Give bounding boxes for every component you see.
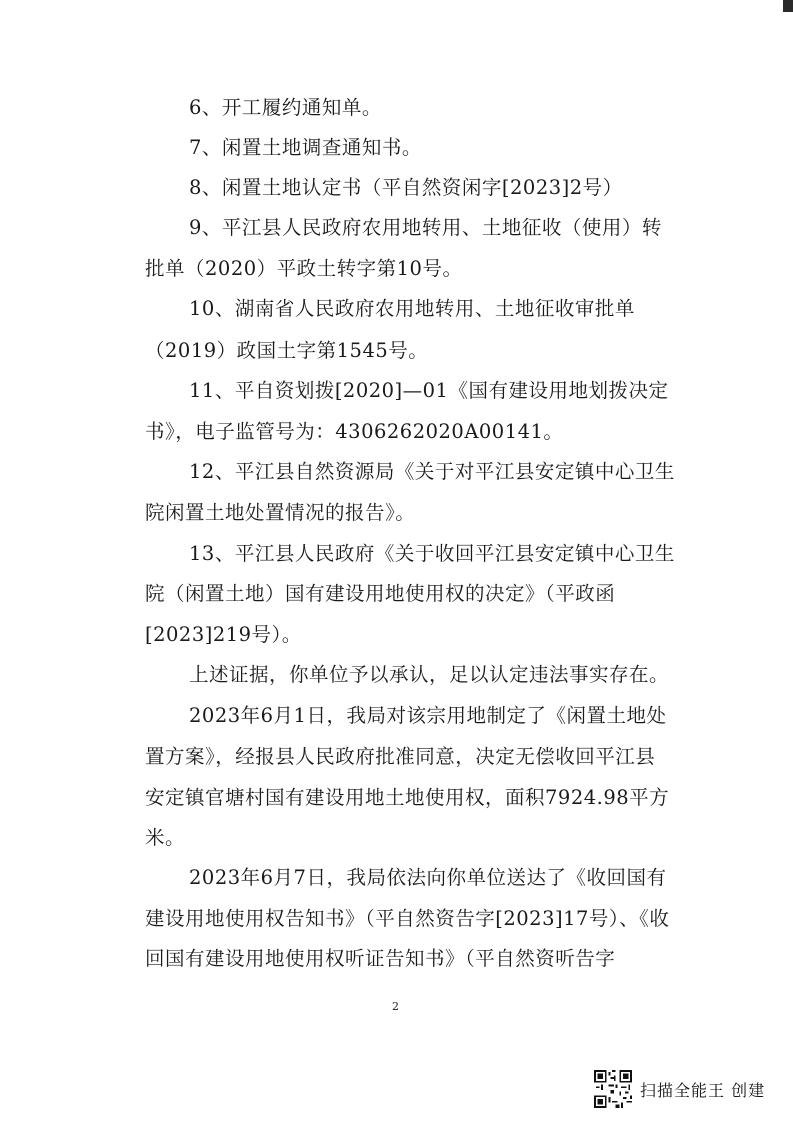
paragraph-june7-line3: 回国有建设用地使用权听证告知书》（平自然资听告字 — [145, 947, 616, 970]
paragraph-evidence: 上述证据，你单位予以承认，足以认定违法事实存在。 — [189, 663, 670, 686]
paragraph-june1-line3: 安定镇官塘村国有建设用地土地使用权，面积7924.98平方 — [145, 786, 670, 809]
list-item-8: 8、闲置土地认定书（平自然资闲字[2023]2号） — [189, 176, 623, 199]
watermark-text: 扫描全能王 创建 — [640, 1080, 766, 1100]
page-number: 2 — [392, 1000, 399, 1013]
paragraph-june1-line4: 米。 — [145, 826, 186, 849]
list-item-9-line2: 批单（2020）平政土转字第10号。 — [145, 257, 463, 280]
list-item-12-line2: 院闲置土地处置情况的报告》。 — [145, 501, 416, 524]
list-item-13-line2: 院（闲置土地）国有建设用地使用权的决定》（平政函 — [145, 582, 616, 605]
paragraph-june7-line2: 建设用地使用权告知书》（平自然资告字[2023]17号）、《收 — [145, 907, 670, 930]
list-item-11-line2: 书》，电子监管号为：4306262020A00141。 — [145, 420, 564, 443]
scan-corner-mark — [783, 0, 793, 12]
list-item-10-line1: 10、湖南省人民政府农用地转用、土地征收审批单 — [189, 297, 635, 320]
list-item-7: 7、闲置土地调查通知书。 — [189, 136, 422, 159]
list-item-6: 6、开工履约通知单。 — [189, 96, 382, 119]
qr-code-icon — [594, 1070, 632, 1108]
paragraph-june7-line1: 2023年6月7日，我局依法向你单位送达了《收回国有 — [189, 866, 667, 889]
paragraph-june1-line2: 置方案》，经报县人民政府批准同意，决定无偿收回平江县 — [145, 745, 656, 768]
scanner-watermark — [594, 1070, 765, 1108]
list-item-12-line1: 12、平江县自然资源局《关于对平江县安定镇中心卫生 — [189, 460, 675, 483]
list-item-11-line1: 11、平自资划拨[2020]—01《国有建设用地划拨决定 — [189, 379, 669, 402]
list-item-13-line3: [2023]219号）。 — [145, 623, 302, 646]
list-item-10-line2: （2019）政国土字第1545号。 — [145, 339, 429, 362]
list-item-9-line1: 9、平江县人民政府农用地转用、土地征收（使用）转 — [189, 216, 662, 239]
list-item-13-line1: 13、平江县人民政府《关于收回平江县安定镇中心卫生 — [189, 542, 675, 565]
paragraph-june1-line1: 2023年6月1日，我局对该宗用地制定了《闲置土地处 — [189, 704, 667, 727]
